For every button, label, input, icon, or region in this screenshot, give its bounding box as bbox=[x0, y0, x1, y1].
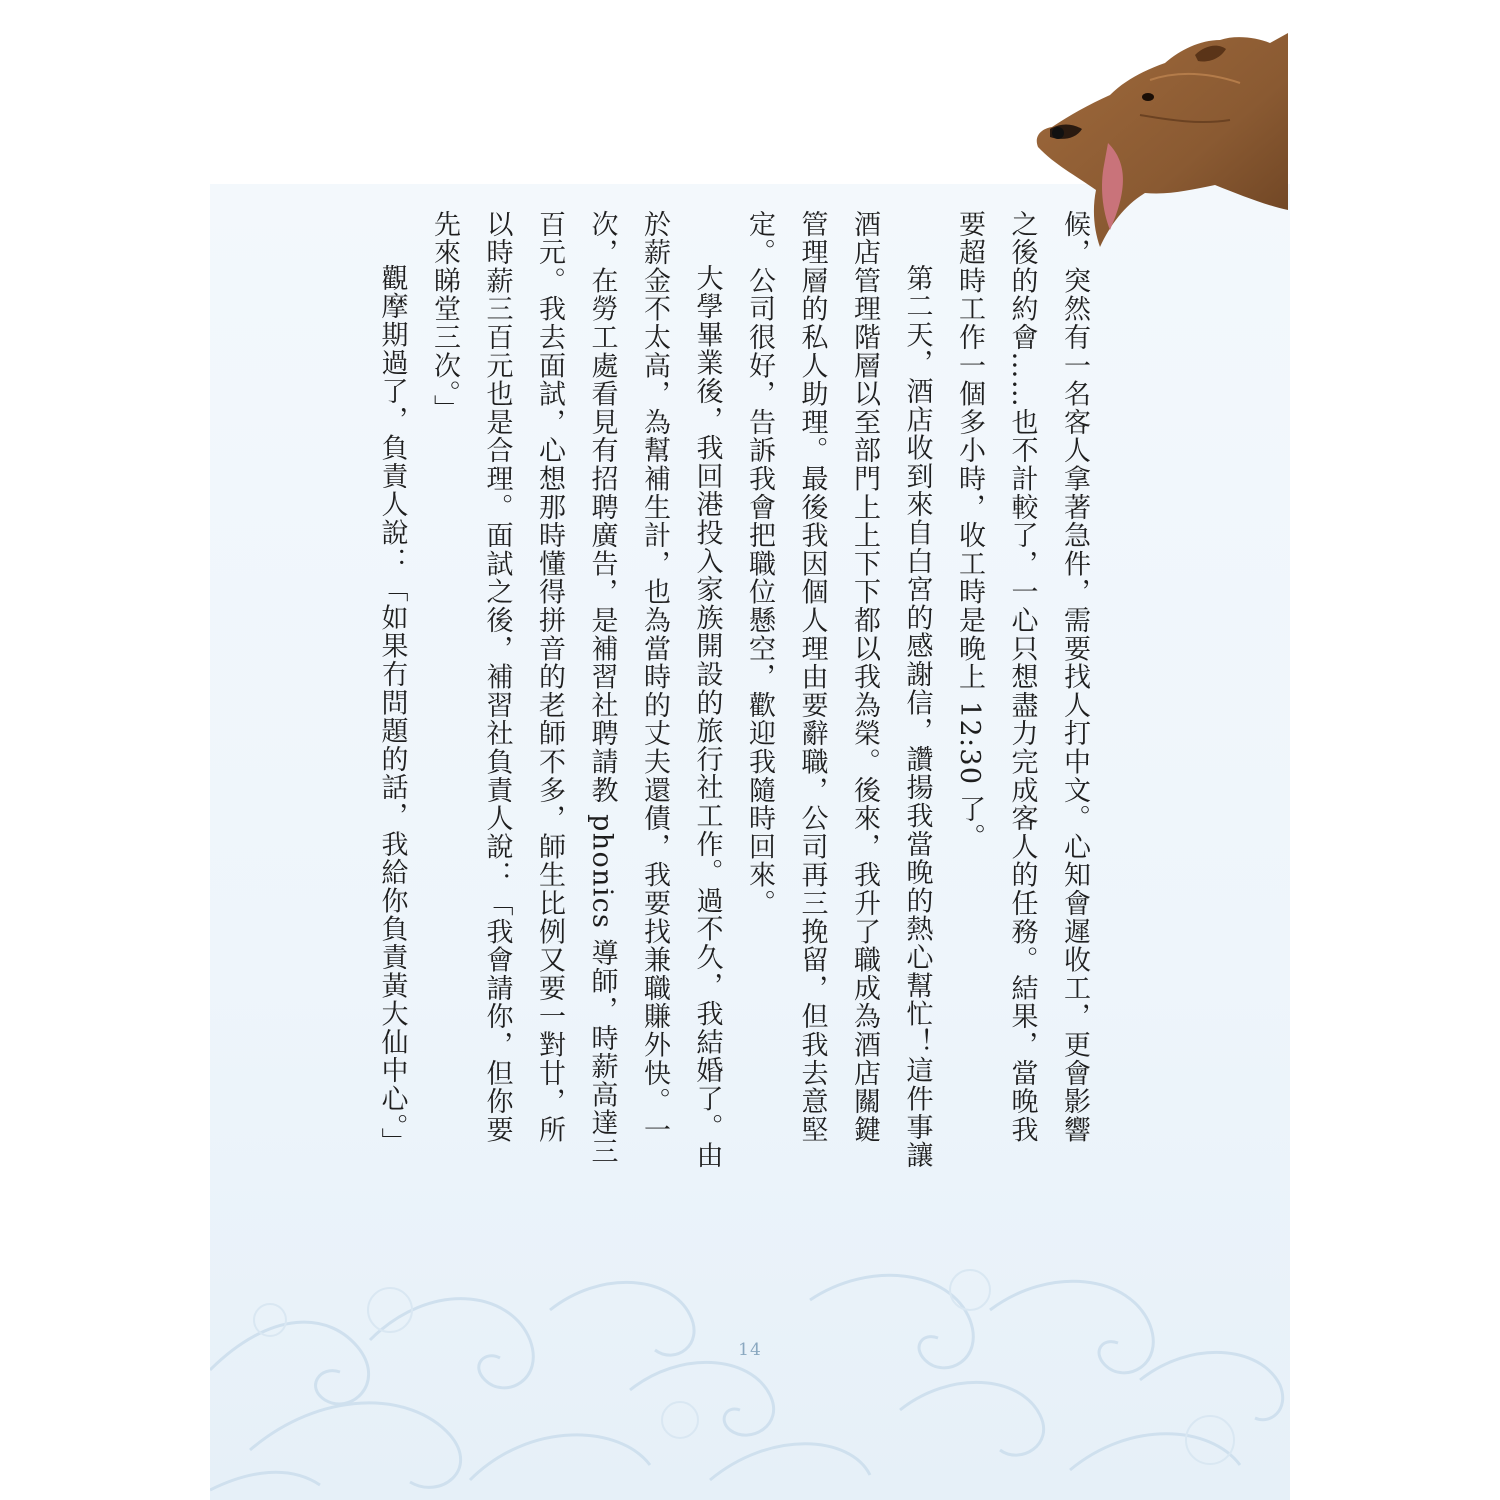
page-number: 14 bbox=[738, 1340, 762, 1360]
swirl-wave-pattern-icon bbox=[210, 1250, 1290, 1500]
paragraph-1: 候，突然有一名客人拿著急件，需要找人打中文。心知會遲收工，更會影響之後的約會……也不計較了，一心只想盡力完成客人的任務。結果，當晚我要超時工作一個多小時，收工時是晚上 12:30 了。 bbox=[954, 210, 1090, 1144]
article-body bbox=[330, 210, 1100, 1170]
paragraph-2: 第二天，酒店收到來自白宮的感謝信，讚揚我當晚的熱心幫忙！這件事讓酒店管理階層以至部門上上下下都以我為榮。後來，我升了職成為酒店關鍵管理層的私人助理。最後我因個人理由要辭職，公司再三挽留，但我去意堅定。公司很好，告訴我會把職位懸空，歡迎我隨時回來。 bbox=[744, 210, 933, 1170]
paragraph-4: 觀摩期過了，負責人說：「如果冇問題的話，我給你負責黃大仙中心。」 bbox=[376, 264, 408, 1157]
paragraph-3: 大學畢業後，我回港投入家族開設的旅行社工作。過不久，我結婚了。由於薪金不太高，為幫補生計，也為當時的丈夫還債，我要找兼職賺外快。一次，在勞工處看見有招聘廣告，是補習社聘請教 phonics 導師，時薪高達三百元。我去面試，心想那時懂得拼音的老師不多，師生比例又要一對廿，所以時薪三百元也是合理。面試之後，補習社負責人說：「我會請你，但你要先來睇堂三次。」 bbox=[429, 210, 723, 1170]
